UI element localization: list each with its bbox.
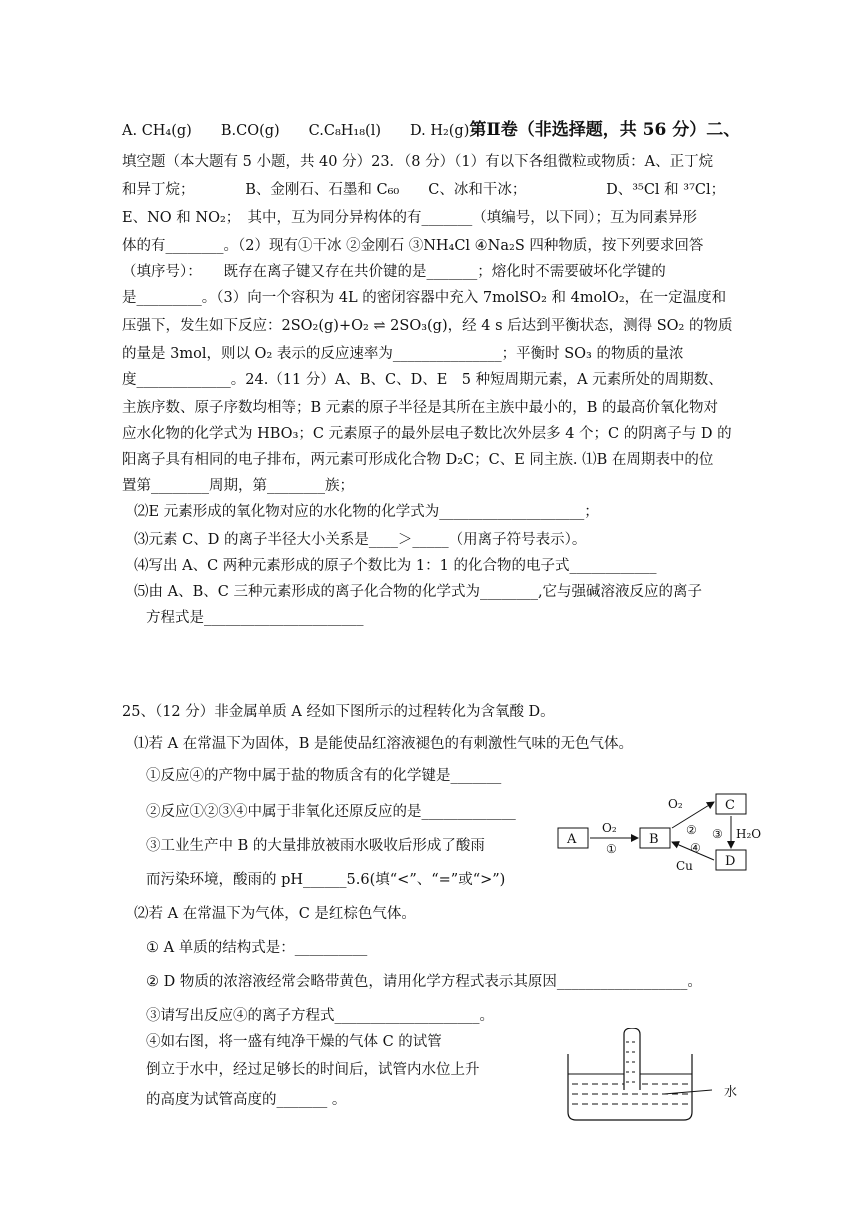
- q25-part1-q3b: 而污染环境，酸雨的 pH______5.6(填“<”、“=”或“>”): [146, 872, 506, 888]
- text-line: （填序号）： 既存在离子键又存在共价键的是_______；熔化时不需要破坏化学键的: [122, 264, 666, 280]
- text-line: ⑸由 A、B、C 三种元素形成的离子化合物的化学式为________,它与强碱溶液反应的离子: [134, 584, 703, 600]
- water-label: 水: [724, 1085, 738, 1100]
- q25-part2-q4b: 倒立于水中，经过足够长的时间后，试管内水位上升: [146, 1062, 480, 1078]
- text-line: 和异丁烷； B、金刚石、石墨和 C₆₀ C、冰和干冰； D、³⁵Cl 和 ³⁷Cl；: [122, 182, 726, 198]
- label-b: B: [649, 832, 659, 847]
- pointer-line: [664, 1090, 712, 1094]
- label-step3: ③: [712, 827, 723, 841]
- label-o2-2: O₂: [668, 797, 683, 811]
- q25-part2-q2: ② D 物质的浓溶液经常会略带黄色，请用化学方程式表示其原因__________________。: [146, 974, 702, 990]
- text-line: 度_____________。24.（11 分）A、B、C、D、E 5 种短周期元素，A 元素所处的周期数、: [122, 372, 723, 388]
- section-title: 第Ⅱ卷（非选择题，共 56 分）二、: [469, 120, 741, 140]
- q25-part1-q3a: ③工业生产中 B 的大量排放被雨水吸收后形成了酸雨: [146, 838, 485, 854]
- q25-title: 25、（12 分）非金属单质 A 经如下图所示的过程转化为含氧酸 D。: [122, 704, 555, 720]
- text-line: ⑶元素 C、D 的离子半径大小关系是____＞_____（用离子符号表示）。: [134, 532, 587, 548]
- text-line: 填空题（本大题有 5 小题，共 40 分）23．（8 分）（1）有以下各组微粒或物质：A、正丁烷: [122, 154, 714, 170]
- label-step2: ②: [686, 823, 697, 837]
- reaction-diagram: [550, 790, 800, 890]
- text-line: ⑵E 元素形成的氧化物对应的水化物的化学式为____________________；: [134, 504, 599, 520]
- test-tube: [624, 1028, 640, 1090]
- text-line: 方程式是______________________: [146, 610, 364, 626]
- label-d: D: [725, 854, 736, 869]
- q25-part2: ⑵若 A 在常温下为气体，C 是红棕色气体。: [134, 906, 416, 922]
- q25-part1-q2: ②反应①②③④中属于非氧化还原反应的是_____________: [146, 804, 516, 820]
- text-line: ⑷写出 A、C 两种元素形成的原子个数比为 1：1 的化合物的电子式____________: [134, 558, 657, 574]
- beaker-diagram: [560, 1028, 760, 1124]
- q25-part2-q4c: 的高度为试管高度的_______ 。: [146, 1092, 347, 1108]
- q25-part1-q1: ①反应④的产物中属于盐的物质含有的化学键是_______: [146, 768, 502, 784]
- label-o2-1: O₂: [602, 821, 617, 835]
- text-line: 体的有________。（2）现有①干冰 ②金刚石 ③NH₄Cl ④Na₂S 四种物质，按下列要求回答: [122, 238, 704, 254]
- q22-line: [122, 120, 742, 141]
- label-h2o: H₂O: [736, 827, 762, 841]
- label-step4: ④: [690, 841, 701, 855]
- label-cu: Cu: [676, 859, 693, 873]
- q22-options: A. CH₄(g) B.CO(g) C.C₈H₁₈(l) D. H₂(g): [122, 123, 470, 139]
- label-a: A: [567, 832, 577, 847]
- label-step1: ①: [606, 842, 617, 856]
- text-line: E、NO 和 NO₂； 其中，互为同分异构体的有_______（填编号，以下同）；互为同素异形: [122, 210, 698, 226]
- text-line: 的量是 3mol，则以 O₂ 表示的反应速率为_______________；平衡时 SO₃ 的物质的量浓: [122, 346, 684, 362]
- text-line: 阳离子具有相同的电子排布，两元素可形成化合物 D₂C；C、E 同主族. ⑴B 在周期表中的位: [122, 452, 714, 468]
- q25-part1: ⑴若 A 在常温下为固体，B 是能使品红溶液褪色的有刺激性气味的无色气体。: [134, 736, 633, 752]
- text-line: 置第________周期，第________族；: [122, 478, 354, 494]
- q25-part2-q4a: ④如右图，将一盛有纯净干燥的气体 C 的试管: [146, 1034, 442, 1050]
- q25-part2-q1: ① A 单质的结构式是：__________: [146, 940, 368, 956]
- text-line: 是_________。（3）向一个容积为 4L 的密闭容器中充入 7molSO₂ 和 4molO₂，在一定温度和: [122, 290, 727, 306]
- text-line: 应水化物的化学式为 HBO₃；C 元素原子的最外层电子数比次外层多 4 个；C 的阴离子与 D 的: [122, 426, 732, 442]
- text-line: 主族序数、原子序数均相等；B 元素的原子半径是其所在主族中最小的，B 的最高价氧化物对: [122, 400, 719, 416]
- q25-part2-q3: ③请写出反应④的离子方程式____________________。: [146, 1008, 494, 1024]
- text-line: 压强下，发生如下反应：2SO₂(g)+O₂ ⇌ 2SO₃(g)，经 4 s 后达到平衡状态，测得 SO₂ 的物质: [122, 318, 733, 334]
- label-c: C: [725, 798, 735, 813]
